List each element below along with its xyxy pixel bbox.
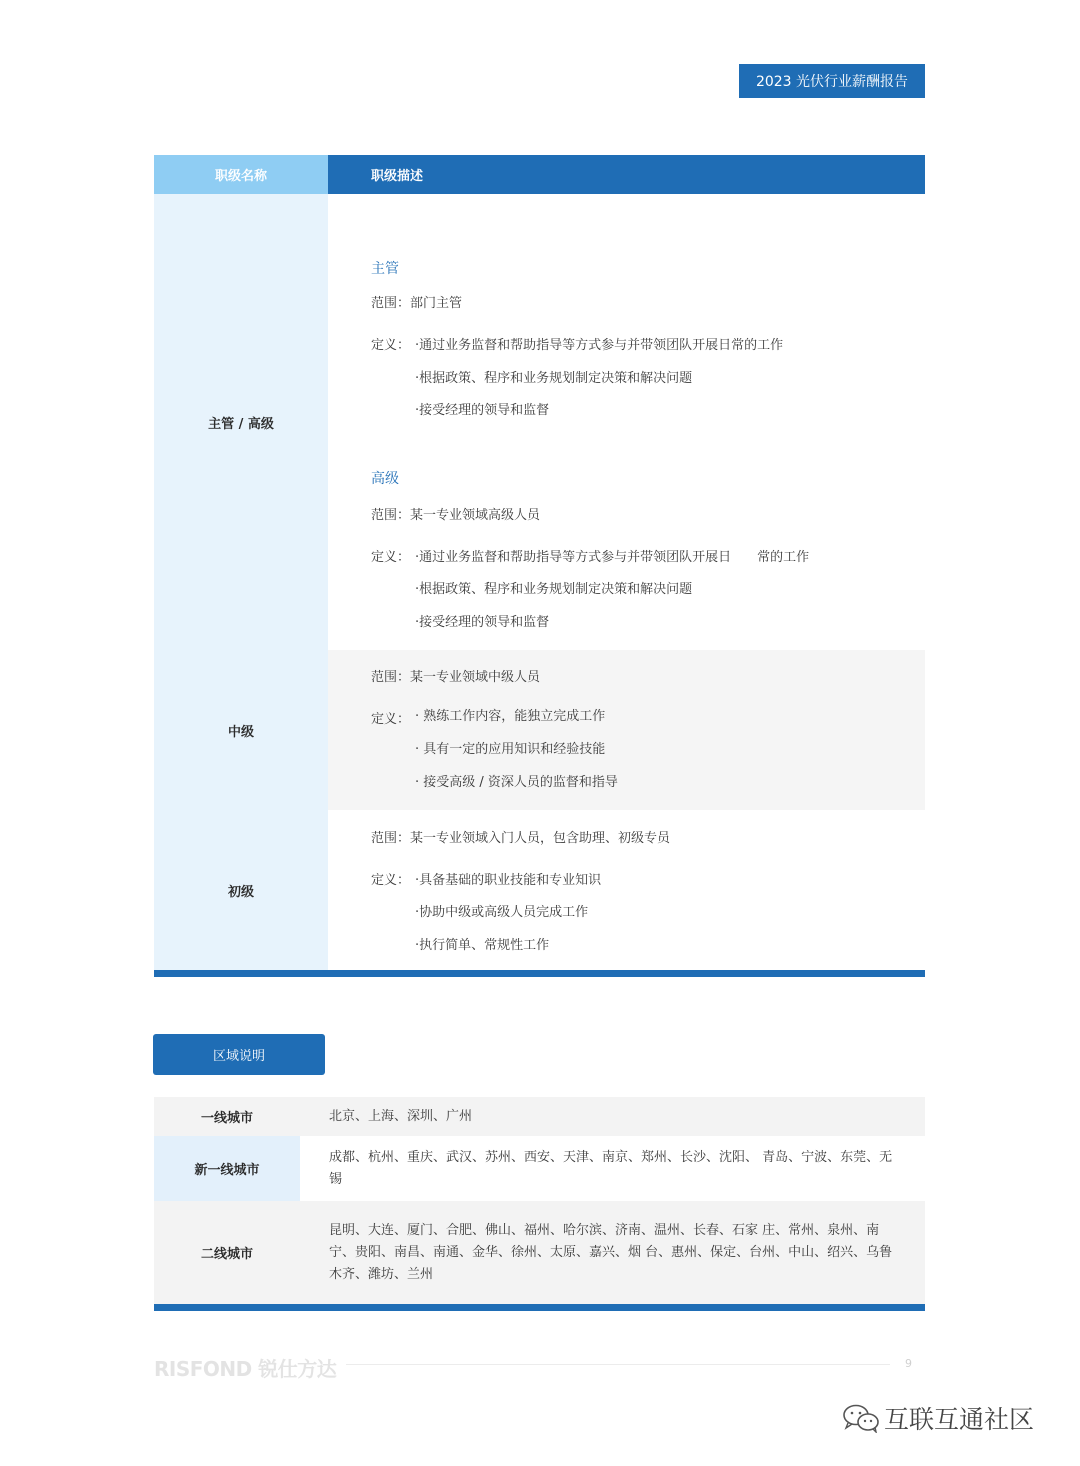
report-title-tag: 2023 光伏行业薪酬报告 — [739, 64, 925, 98]
scope-text: 范围：部门主管 — [371, 296, 463, 311]
region-name: 新一线城市 — [154, 1136, 300, 1201]
def-label: 定义： — [371, 873, 411, 888]
region-row — [154, 1097, 925, 1136]
level-desc — [328, 810, 925, 970]
def-item: ·协助中级或高级人员完成工作 — [415, 905, 589, 920]
def-item: · 具有一定的应用知识和经验技能 — [415, 742, 606, 757]
def-item: ·根据政策、程序和业务规划制定决策和解决问题 — [415, 582, 693, 597]
region-row — [154, 1201, 925, 1304]
region-cities: 成都、杭州、重庆、武汉、苏州、西安、天津、南京、郑州、长沙、沈阳、 青岛、宁波、东莞、无锡 — [300, 1136, 925, 1201]
watermark-text: 互联互通社区 — [884, 1405, 1035, 1434]
level-table-header — [154, 155, 925, 194]
level-name: 主管 / 高级 — [154, 194, 328, 650]
def-label: 定义： — [371, 712, 411, 727]
def-item: · 熟练工作内容，能独立完成工作 — [415, 709, 606, 724]
level-desc — [328, 650, 925, 810]
section-title: 高级 — [371, 471, 399, 487]
scope-text: 范围：某一专业领域入门人员，包含助理、初级专员 — [371, 831, 671, 846]
level-row-senior — [154, 194, 925, 650]
level-table — [154, 155, 925, 977]
def-item: ·执行简单、常规性工作 — [415, 938, 550, 953]
footer-logo: RISFOND 锐仕方达 — [154, 1357, 337, 1381]
def-item: ·通过业务监督和帮助指导等方式参与并带领团队开展日常的工作 — [415, 338, 784, 353]
def-label: 定义： — [371, 338, 411, 353]
col-header-desc: 职级描述 — [328, 155, 925, 194]
col-header-name: 职级名称 — [154, 155, 328, 194]
def-label: 定义： — [371, 550, 411, 565]
def-item: ·根据政策、程序和业务规划制定决策和解决问题 — [415, 371, 693, 386]
footer-divider — [346, 1364, 890, 1365]
level-row-mid — [154, 650, 925, 810]
watermark — [842, 1400, 1034, 1436]
region-table — [154, 1097, 925, 1311]
level-name: 中级 — [154, 650, 328, 810]
def-item: · 接受高级 / 资深人员的监督和指导 — [415, 775, 618, 790]
level-name: 初级 — [154, 810, 328, 970]
scope-text: 范围：某一专业领域高级人员 — [371, 508, 541, 523]
section-title: 主管 — [371, 261, 399, 277]
def-item: ·具备基础的职业技能和专业知识 — [415, 873, 602, 888]
def-item: ·接受经理的领导和监督 — [415, 615, 550, 630]
region-name: 二线城市 — [154, 1201, 300, 1304]
table-bottom-bar — [154, 970, 925, 977]
def-item: ·接受经理的领导和监督 — [415, 403, 550, 418]
region-cities: 北京、上海、深圳、广州 — [300, 1097, 925, 1136]
region-section-tag: 区域说明 — [153, 1034, 325, 1075]
def-item: ·通过业务监督和帮助指导等方式参与并带领团队开展日 常的工作 — [415, 550, 810, 565]
table-bottom-bar — [154, 1304, 925, 1311]
region-name: 一线城市 — [154, 1097, 300, 1136]
page-number: 9 — [905, 1357, 912, 1370]
level-desc — [328, 194, 925, 650]
wechat-icon — [842, 1403, 880, 1433]
scope-text: 范围：某一专业领域中级人员 — [371, 670, 541, 685]
region-row — [154, 1136, 925, 1201]
region-cities: 昆明、大连、厦门、合肥、佛山、福州、哈尔滨、济南、温州、长春、石家 庄、常州、泉州、南宁、贵阳、南昌、南通、金华、徐州、太原、嘉兴、烟 台、惠州、保定、台州、中山、绍兴、乌鲁木齐、潍坊、兰州 — [300, 1201, 925, 1304]
level-row-junior — [154, 810, 925, 970]
